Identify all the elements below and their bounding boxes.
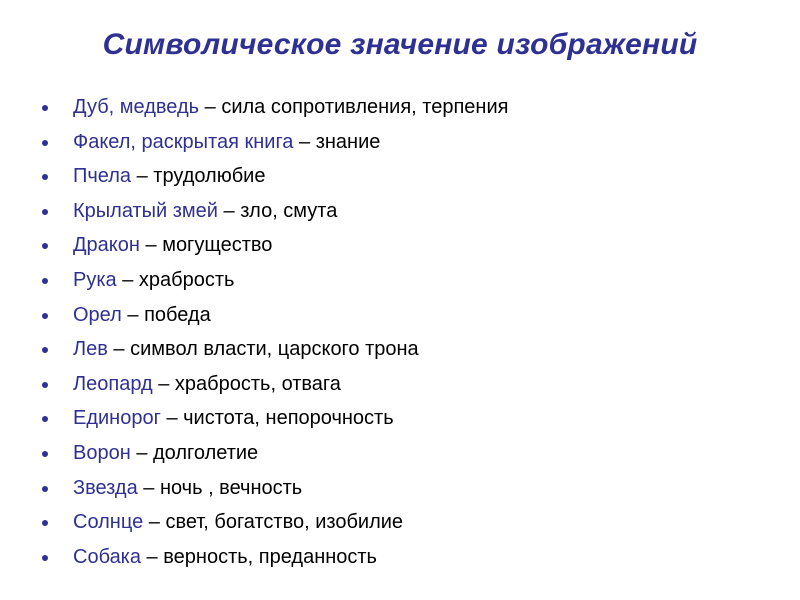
separator-dash: – <box>217 199 241 222</box>
symbol-meaning: трудолюбие <box>153 165 266 188</box>
separator-dash: – <box>199 96 222 118</box>
symbol-meaning: чистота, непорочность <box>183 407 394 430</box>
symbol-term: Леопард <box>73 372 153 395</box>
list-item <box>40 367 508 402</box>
separator-dash: – <box>116 268 139 291</box>
list-item <box>40 505 508 540</box>
symbol-term: Ворон <box>73 441 131 464</box>
bullet-icon <box>42 313 48 319</box>
bullet-icon <box>42 174 48 180</box>
list-item <box>40 90 508 125</box>
symbol-meaning: долголетие <box>153 441 259 464</box>
list-item <box>40 401 508 436</box>
symbol-term: Солнце <box>73 511 144 534</box>
bullet-icon <box>42 347 48 353</box>
list-item <box>40 263 508 298</box>
symbol-meaning: свет, богатство, изобилие <box>165 511 404 534</box>
symbol-term: Единорог <box>73 407 161 430</box>
separator-dash: – <box>131 165 154 188</box>
symbol-term: Рука <box>73 268 117 291</box>
bullet-icon <box>42 243 48 249</box>
list-item <box>40 540 508 575</box>
symbol-term: Пчела <box>73 165 132 188</box>
separator-dash: – <box>139 234 163 257</box>
bullet-icon <box>42 416 48 422</box>
symbol-meaning: сила сопротивления, терпения <box>221 96 509 118</box>
symbol-meaning: символ власти, царского трона <box>130 338 419 361</box>
list-item <box>40 298 508 333</box>
symbol-term: Собака <box>73 545 141 568</box>
symbol-term: Орел <box>73 303 122 326</box>
separator-dash: – <box>143 511 166 534</box>
symbol-term: Дуб, медведь <box>73 96 200 118</box>
separator-dash: – <box>137 476 160 499</box>
bullet-icon <box>42 486 48 492</box>
list-item <box>40 436 508 471</box>
bullet-icon <box>42 451 48 457</box>
bullet-icon <box>42 278 48 284</box>
symbol-meaning: ночь , вечность <box>159 476 303 499</box>
symbol-term: Крылатый змей <box>73 199 218 222</box>
symbol-term: Лев <box>73 338 108 361</box>
symbol-meaning: храбрость <box>138 268 235 291</box>
separator-dash: – <box>152 372 175 395</box>
symbol-meaning: зло, смута <box>240 199 338 222</box>
list-item <box>40 159 508 194</box>
symbol-meaning: победа <box>144 303 211 326</box>
symbol-meaning: верность, преданность <box>163 545 377 568</box>
bullet-icon <box>42 520 48 526</box>
bullet-icon <box>42 382 48 388</box>
list-item <box>40 471 508 506</box>
symbol-meaning: могущество <box>162 234 273 257</box>
separator-dash: – <box>141 545 164 568</box>
list-item <box>40 125 508 160</box>
list-item <box>40 228 508 263</box>
bullet-icon <box>42 105 48 111</box>
symbol-term: Факел, раскрытая книга <box>73 130 294 153</box>
separator-dash: – <box>107 338 131 361</box>
separator-dash: – <box>130 441 154 464</box>
list-item <box>40 332 508 367</box>
list-item <box>40 194 508 229</box>
bullet-icon <box>42 209 48 215</box>
slide-title: Символическое значение изображений <box>102 28 698 61</box>
separator-dash: – <box>160 407 184 430</box>
separator-dash: – <box>293 130 316 153</box>
symbol-meaning: храбрость, отвага <box>174 372 341 395</box>
symbol-term: Дракон <box>73 234 140 257</box>
symbol-term: Звезда <box>73 476 138 499</box>
bullet-icon <box>42 140 48 146</box>
separator-dash: – <box>121 303 145 326</box>
symbol-meaning: знание <box>315 130 381 153</box>
bullet-icon <box>42 555 48 561</box>
symbol-list <box>40 90 508 574</box>
